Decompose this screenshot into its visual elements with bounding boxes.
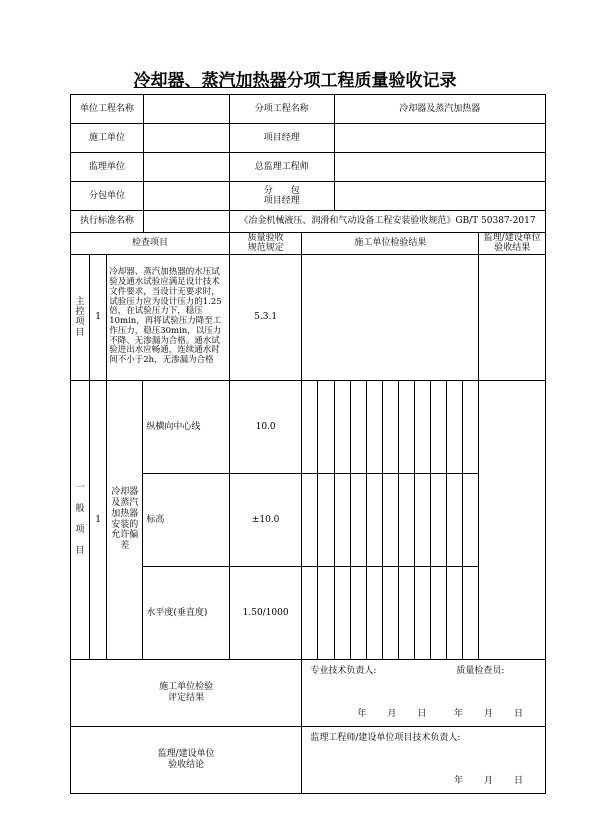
project-manager-value[interactable] <box>334 124 545 153</box>
subcontract-pm-label <box>229 182 334 211</box>
standard-value: 《冶金机械液压、润滑和气动设备工程安装验收规范》GB/T 50387-2017 <box>229 211 545 233</box>
row-supervision-unit <box>71 153 546 182</box>
general-row-name-2: 标高 <box>143 473 230 566</box>
col-supervision-result <box>479 233 546 255</box>
row-standard <box>71 211 546 233</box>
subcontract-unit-label: 分包单位 <box>71 182 144 210</box>
supervisor-label: 监理工程师/建设单位项目技术负责人: <box>310 732 461 743</box>
col-quality-spec <box>229 233 301 255</box>
unit-project-label: 单位工程名称 <box>71 95 144 123</box>
main-control-supervision[interactable] <box>479 254 546 380</box>
general-index: 1 <box>90 380 107 659</box>
project-manager-label: 项目经理 <box>229 124 334 153</box>
inspection-form <box>70 94 546 794</box>
title-suffix: 分项工程质量验收记录 <box>286 71 457 91</box>
inspector-signature[interactable] <box>448 660 545 726</box>
sub-project-value[interactable]: 冷却器及蒸汽加热器 <box>334 95 545 124</box>
supervisor-date: 年 月 日 <box>453 776 529 787</box>
construction-eval-label: 施工单位检验 评定结果 <box>71 659 302 726</box>
row-supervision-conclusion <box>71 726 546 793</box>
general-group-label: 冷却器及蒸汽加热器安装的允许偏差 <box>107 380 143 659</box>
subcontract-pm-label-line1: 分 包 <box>263 185 300 196</box>
col-check-item: 检查项目 <box>71 233 230 255</box>
col-construction-result: 施工单位检验结果 <box>302 233 479 255</box>
main-control-text: 冷却器、蒸汽加热器的水压试验及通水试验应满足设计技术文件要求，当设计无要求时，试验压力应为设计压力的1.25倍，在试验压力下，稳压10min，再将试验压力降至工作压力，稳压30min，以压力不降、无渗漏为合格。通水试验进出水应畅通，连续通水时间不小于2h，无渗漏为合格 <box>107 254 230 380</box>
standard-label: 执行标准名称 <box>71 211 144 232</box>
row-unit-project <box>71 95 546 124</box>
general-row-spec-3: 1.50/1000 <box>229 566 301 659</box>
chief-supervisor-label: 总监理工程师 <box>229 153 334 182</box>
main-control-category: 主 控 项 目 <box>71 254 90 380</box>
page-title <box>0 66 590 91</box>
general-row-spec-1: 10.0 <box>229 380 301 473</box>
supervision-unit-label: 监理单位 <box>71 153 144 181</box>
row-main-control <box>71 254 546 380</box>
col-supervision-result-line1: 监理/建设单位 <box>483 233 541 243</box>
general-row-name-1: 纵横向中心线 <box>143 380 230 473</box>
tech-lead-date: 年 月 日 <box>357 709 433 720</box>
unit-project-value[interactable] <box>144 95 229 123</box>
sub-project-label: 分项工程名称 <box>229 95 334 124</box>
col-quality-spec-line2: 规范规定 <box>247 243 284 254</box>
row-subcontract-unit <box>71 182 546 211</box>
subcontract-pm-label-line2: 项目经理 <box>263 196 300 206</box>
construction-unit-label: 施工单位 <box>71 124 144 152</box>
general-row-spec-2: ±10.0 <box>229 473 301 566</box>
main-control-spec: 5.3.1 <box>229 254 301 380</box>
row-construction-eval <box>71 659 546 726</box>
general-category: 一 般 项 目 <box>71 380 90 659</box>
main-control-index: 1 <box>90 254 107 380</box>
tech-lead-label: 专业技术负责人: <box>310 665 377 676</box>
supervision-unit-value[interactable] <box>144 153 229 181</box>
supervision-conclusion-label: 监理/建设单位 验收结论 <box>71 726 302 793</box>
chief-supervisor-value[interactable] <box>334 153 545 182</box>
row-construction-unit <box>71 124 546 153</box>
col-supervision-result-line2: 验收结果 <box>494 243 531 254</box>
subcontract-pm-value[interactable] <box>334 182 545 211</box>
supervisor-signature[interactable] <box>302 727 545 793</box>
inspector-label: 质量检查员: <box>456 665 505 676</box>
title-subject: 冷却器、蒸汽加热器 <box>133 71 287 91</box>
col-quality-spec-line1: 质量验收 <box>247 233 284 243</box>
general-supervision[interactable] <box>479 380 546 659</box>
subcontract-unit-value[interactable] <box>144 182 229 210</box>
construction-unit-value[interactable] <box>144 124 229 152</box>
tech-lead-signature[interactable] <box>302 660 448 726</box>
main-control-result[interactable] <box>302 254 479 380</box>
general-row-name-3: 水平度(垂直度) <box>143 566 230 659</box>
row-general-1 <box>71 380 546 473</box>
row-column-headers <box>71 233 546 255</box>
inspector-date: 年 月 日 <box>453 709 529 720</box>
